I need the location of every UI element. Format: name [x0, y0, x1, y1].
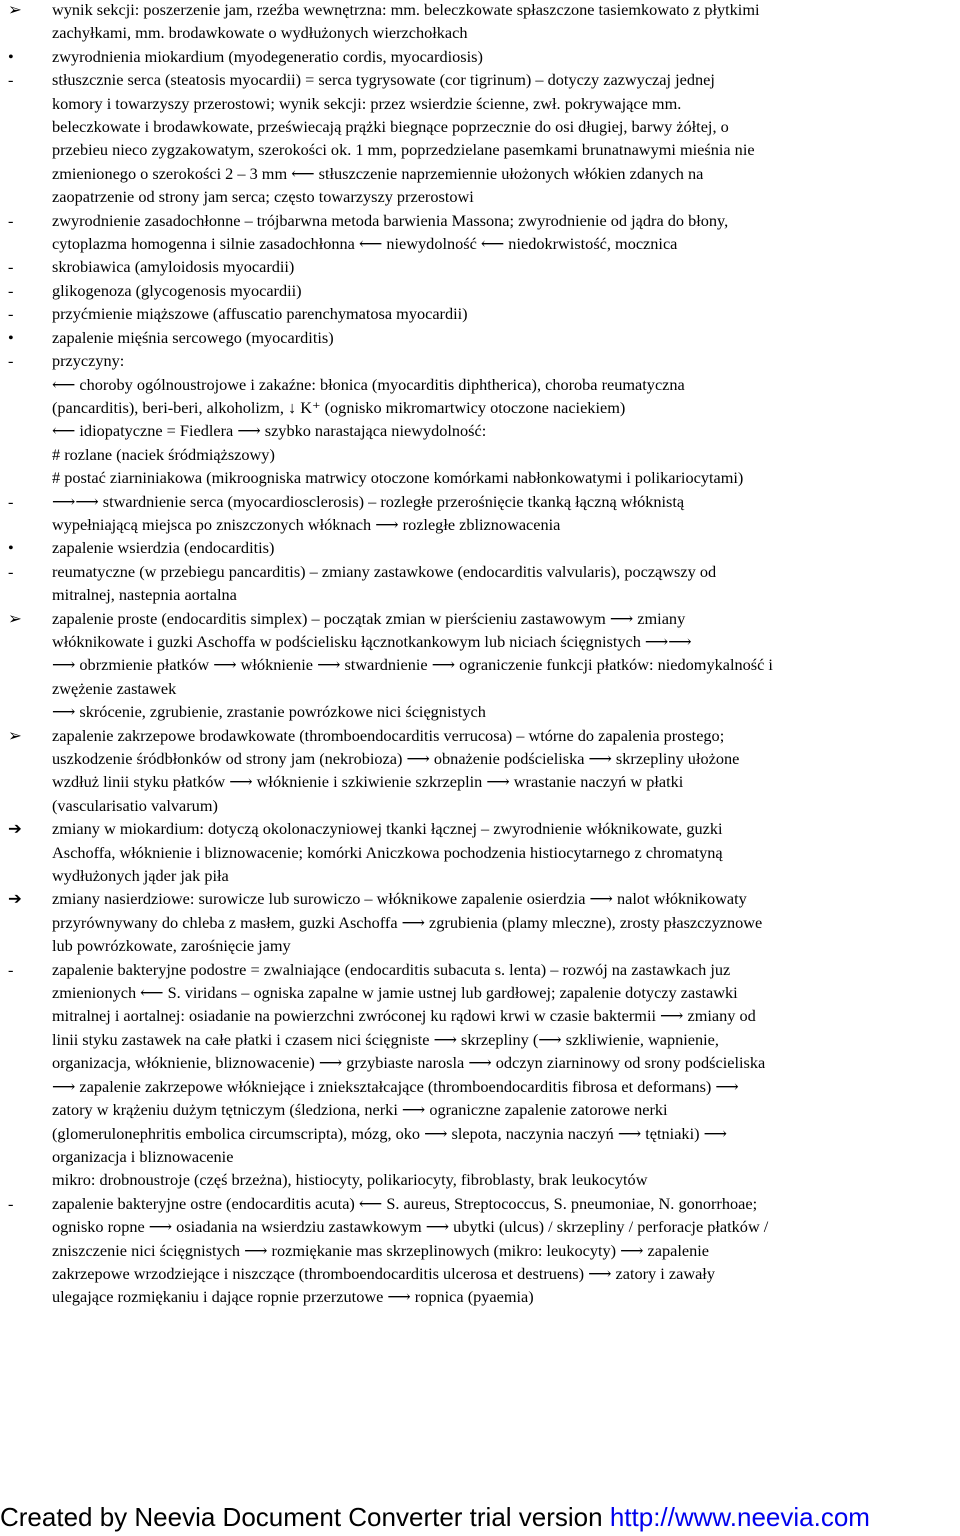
footer-text: Created by Neevia Document Converter trial version [0, 1502, 610, 1532]
list-item-text: ⟶⟶ stwardnienie serca (myocardiosclerosis) – rozległe przerośnięcie tkanką łączną włóknistą wypełniającą miejsca po zniszczonych włóknach ⟶ rozległe zbliznowacenia [52, 491, 685, 534]
list-marker: - [8, 210, 14, 230]
list-marker: ➢ [8, 725, 22, 745]
list-item [8, 349, 954, 489]
list-item [8, 0, 954, 45]
list-item [8, 209, 954, 256]
list-item [8, 302, 954, 325]
list-marker: - [8, 280, 14, 300]
list-item-text: zwyrodnienia miokardium (myodegeneratio cordis, myocardiosis) [52, 46, 483, 66]
footer-link[interactable]: http://www.neevia.com [609, 1502, 870, 1532]
list-item [8, 68, 954, 208]
list-marker: - [8, 491, 14, 511]
list-item-text: zmiany nasierdziowe: surowicze lub surowiczo – włóknikowe zapalenie osierdzia ⟶ nalot włóknikowaty przyrównywany do chleba z masłem, guzki Aschoffa ⟶ zgrubienia (plamy mleczne), zrosty płaszczyznowe lub powrózkowate, zarośnięcie jamy [52, 889, 763, 956]
list-marker: • [8, 327, 14, 347]
list-item-text: przyćmienie miąższowe (affuscatio parenchymatosa myocardii) [52, 304, 468, 324]
list-item [8, 958, 954, 1192]
list-item-text: zapalenie proste (endocarditis simplex) – początak zmian w pierścieniu zastawowym ⟶ zmiany włóknikowate i guzki Aschoffa w podścielisku łącznotkankowym lub niciach ścięgnistych ⟶⟶ ⟶ obrzmienie płatków ⟶ włóknienie ⟶ stwardnienie ⟶ ograniczenie funkcji płatków: niedomykalność i zwężenie zastawek ⟶ skrócenie, zgrubienie, zrastanie powrózkowe nici ścięgnistych [52, 608, 773, 722]
list-item-text: skrobiawica (amyloidosis myocardii) [52, 257, 295, 277]
list-item-text: wynik sekcji: poszerzenie jam, rzeźba wewnętrzna: mm. beleczkowate spłaszczone tasiemkowato z płytkimi zachyłkami, mm. brodawkowate o wydłużonych wierzchołkach [52, 0, 760, 43]
list-item [8, 1192, 954, 1309]
list-item [8, 536, 954, 559]
list-item [8, 817, 954, 887]
list-item-text: zapalenie zakrzepowe brodawkowate (thromboendocarditis verrucosa) – wtórne do zapalenia prostego; uszkodzenie śródbłonków od strony jam (nekrobioza) ⟶ obnażenie podścieliska ⟶ skrzepliny ułożone wzdłuż linii styku płatków ⟶ włóknienie i szkiwienie szkrzeplin ⟶ wrastanie naczyń w płatki (vascularisatio valvarum) [52, 725, 740, 815]
list-marker: • [8, 538, 14, 558]
list-item [8, 490, 954, 537]
list-item-text: zapalenie bakteryjne ostre (endocarditis acuta) ⟵ S. aureus, Streptococcus, S. pneumoniae, N. gonorrhoae; ognisko ropne ⟶ osiadania na wsierdziu zastawkowym ⟶ ubytki (ulcus) / skrzepliny / perforacje płatków / zniszczenie nici ścięgnistych ⟶ rozmiękanie mas skrzeplinowych (mikro: leukocyty) ⟶ zapalenie zakrzepowe wrzodziejące i niszczące (thromboendocarditis ulcerosa et destruens) ⟶ zatory i zawały ulegające rozmiękaniu i dające ropnie przerzutowe ⟶ ropnica (pyaemia) [52, 1193, 769, 1307]
list-marker: - [8, 1193, 14, 1213]
list-item-text: reumatyczne (w przebiegu pancarditis) – zmiany zastawkowe (endocarditis valvularis), począwszy od mitralnej, nastepnia aortalna [52, 561, 717, 605]
document-body [8, 0, 954, 1309]
list-item-text: zapalenie wsierdzia (endocarditis) [52, 538, 275, 558]
list-marker: - [8, 257, 14, 277]
list-item [8, 887, 954, 957]
list-item-text: glikogenoza (glycogenosis myocardii) [52, 280, 302, 300]
list-item [8, 279, 954, 302]
list-item-text: zwyrodnienie zasadochłonne – trójbarwna metoda barwienia Massona; zwyrodnienie od jądra do błony, cytoplazma homogenna i silnie zasadochłonna ⟵ niewydolność ⟵ niedokrwistość, mocznica [52, 210, 729, 254]
list-marker: ➔ [8, 889, 22, 909]
list-item [8, 560, 954, 607]
list-item-text: stłuszcznie serca (steatosis myocardii) = serca tygrysowate (cor tigrinum) – dotyczy zazwyczaj jednej komory i towarzyszy przerostowi; wynik sekcji: przez wsierdzie ścienne, zwł. pokrywające mm. beleczkowate i brodawkowate, przeświecają prążki biegnące poprzecznie do osi długiej, barwy żółtej, o przebieu nieco zygzakowatym, szerokości ok. 1 mm, poprzedzielane pasemkami brunatnawymi mieśnia nie zmienionego o szerokości 2 – 3 mm ⟵ stłuszczenie naprzemiennie ułożonych włókien zdanych na zaopatrzenie od strony jam serca; często towarzyszy przerostowi [52, 70, 755, 207]
list-marker: - [8, 561, 14, 581]
list-marker: - [8, 304, 14, 324]
list-item [8, 724, 954, 818]
list-item-text: przyczyny: ⟵ choroby ogólnoustrojowe i zakaźne: błonica (myocarditis diphtherica), choroba reumatyczna (pancarditis), beri-beri, alkoholizm, ↓ K⁺ (ognisko mikromartwicy otoczone naciekiem) ⟵ idiopatyczne = Fiedlera ⟶ szybko narastająca niewydolność: # rozlane (naciek śródmiąższowy) # postać ziarniniakowa (mikroogniska matrwicy otoczone komórkami nabłonkowatymi i polikariocytami) [52, 351, 744, 488]
watermark-footer [0, 1500, 960, 1536]
list-marker: • [8, 46, 14, 66]
list-marker: - [8, 959, 14, 979]
list-item-text: zapalenie mięśnia sercowego (myocarditis) [52, 327, 334, 347]
list-marker: ➢ [8, 0, 22, 19]
list-marker: - [8, 351, 14, 371]
list-item [8, 255, 954, 278]
list-item [8, 45, 954, 68]
list-item [8, 326, 954, 349]
list-marker: ➢ [8, 608, 22, 628]
list-item [8, 607, 954, 724]
list-marker: ➔ [8, 819, 22, 839]
list-marker: - [8, 70, 14, 90]
list-item-text: zapalenie bakteryjne podostre = zwalniające (endocarditis subacuta s. lenta) – rozwój na zastawkach juz zmienionych ⟵ S. viridans – ogniska zapalne w jamie ustnej lub gardłowej; zapalenie dotyczy zastawki mitralnej i aortalnej: osiadanie na powierzchni zwróconej ku rądowi krwi w czasie baktermii ⟶ zmiany od linii styku zastawek na całe płatki i czasem nici ścięgniste ⟶ skrzepliny (⟶ szkliwienie, wapnienie, organizacja, włóknienie, bliznowacenie) ⟶ grzybiaste narosla ⟶ odczyn ziarninowy od srony podścieliska ⟶ zapalenie zakrzepowe włókniejące i zniekształcające (thromboendocarditis fibrosa et deformans) ⟶ zatory w krążeniu dużym tętniczym (śledziona, nerki ⟶ ograniczne zapalenie zatorowe nerki (glomerulonephritis embolica circumscripta), mózg, oko ⟶ slepota, naczynia naczyń ⟶ tętniaki) ⟶ organizacja i bliznowacenie mikro: drobnoustroje (częś brzeżna), histiocyty, polikariocyty, fibroblasty, brak leukocytów [52, 959, 766, 1190]
list-item-text: zmiany w miokardium: dotyczą okolonaczyniowej tkanki łącznej – zwyrodnienie włóknikowate, guzki Aschoffa, włóknienie i bliznowacenie; komórki Aniczkowa pochodzenia histiocytarnego z chromatyną wydłużonych jąder jak piła [52, 819, 723, 886]
